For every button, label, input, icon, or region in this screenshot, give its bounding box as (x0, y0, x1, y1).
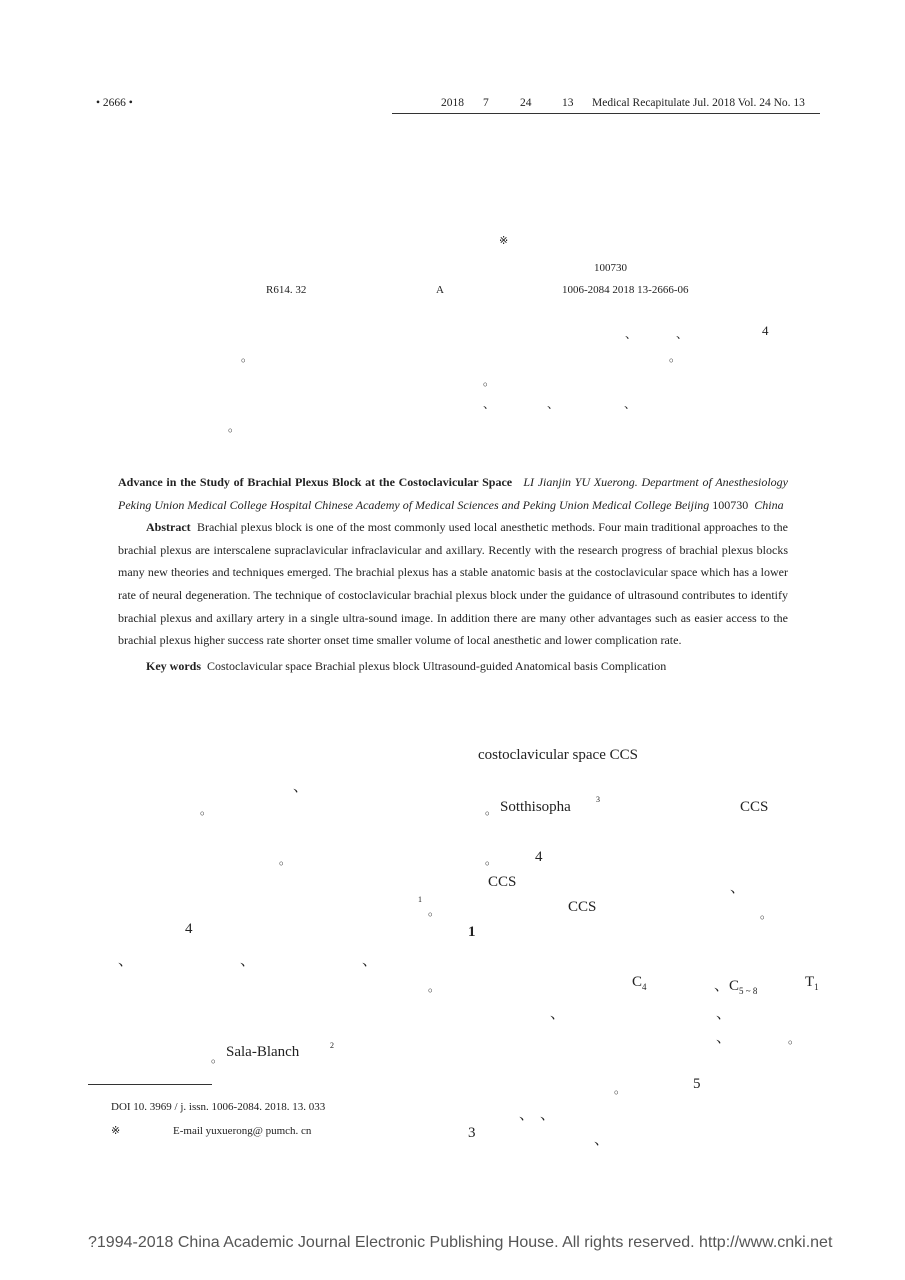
body-mark: 。 (200, 803, 213, 817)
body-number: 5 (693, 1076, 701, 1092)
cn-abstract-mark: 。 (483, 374, 496, 388)
english-title: Advance in the Study of Brachial Plexus Block at the Costoclavicular Space (118, 475, 513, 489)
footnote-asterisk: ※ (111, 1125, 121, 1137)
nerve-root-c4: $C_4$ (632, 974, 647, 992)
body-mark: 、 (716, 1030, 732, 1046)
english-abstract (118, 471, 788, 677)
article-id: 1006-2084 2018 13-2666-06 (562, 284, 689, 296)
header-issue: 13 (562, 97, 574, 109)
header-month: 7 (483, 97, 489, 109)
body-mark: 、 (550, 1006, 566, 1022)
abstract-text: Brachial plexus block is one of the most commonly used local anesthetic methods. Four main traditional approaches to the brachial plexus are interscalene supraclavicular infraclavicular and axillary. Recently with the research progress of brachial plexus blocks many new theories and techniques emerged. The brachial plexus has a stable anatomic basis at the costoclavicular space which has a lower rate of neural degeneration. The technique of costoclavicular brachial plexus block under the guidance of ultrasound contributes to identify brachial plexus and axillary artery in a single ultra-sound image. In addition there are many other advantages such as easier access to the brachial plexus higher success rate shorter onset time smaller volume of local anesthetic and lower complication rate. (118, 520, 789, 648)
body-number: 4 (535, 849, 543, 865)
abstract-label: Abstract (146, 520, 191, 535)
author-affiliation: LI Jianjin YU Xuerong. Department of Anesthesiology Peking Union Medical College Hospital Chinese Academy of Medical Sciences and Peking Union Medical College Beijing (118, 475, 788, 512)
cited-author-sala-blanch: Sala-Blanch (226, 1044, 300, 1060)
body-mark: 。 (211, 1051, 224, 1065)
english-title-block (118, 471, 788, 516)
term-costoclavicular-space: costoclavicular space CCS (478, 747, 638, 763)
cn-abstract-mark: 。 (241, 350, 254, 364)
body-mark: 。 (614, 1082, 627, 1096)
cn-abstract-mark: 4 (762, 323, 769, 338)
reference-3: 3 (596, 795, 600, 804)
cn-abstract-mark: 、 (624, 397, 637, 411)
body-mark: 。 (788, 1032, 801, 1046)
body-mark: 。 (279, 853, 292, 867)
body-mark: 。 (485, 853, 498, 867)
keywords-paragraph (118, 655, 788, 678)
body-mark: 、 (519, 1107, 535, 1123)
footnote-rule (88, 1084, 212, 1085)
doi: DOI 10. 3969 / j. issn. 1006-2084. 2018. 13. 033 (111, 1101, 326, 1113)
body-mark: 、 (293, 779, 309, 795)
cn-abstract-mark: 。 (669, 350, 682, 364)
body-number: 3 (468, 1125, 476, 1141)
abbr-ccs: CCS (488, 874, 517, 890)
cited-author-sotthisopha: Sotthisopha (500, 799, 571, 815)
body-mark: 、 (540, 1107, 556, 1123)
cn-abstract-mark: 、 (547, 397, 560, 411)
country: China (754, 497, 784, 512)
body-mark: 。 (428, 904, 441, 918)
cn-abstract-mark: 、 (676, 327, 689, 341)
journal-name: Medical Recapitulate Jul. 2018 Vol. 24 No. 13 (592, 97, 805, 109)
cn-abstract-mark: 、 (625, 327, 638, 341)
reference-2: 2 (330, 1041, 334, 1050)
corresponding-email: E-mail yuxuerong@ pumch. cn (173, 1125, 312, 1137)
section-heading-1: 1 (468, 924, 476, 940)
cn-abstract-mark: 、 (483, 397, 496, 411)
nerve-root-c5-8: 、$C_{5 \sim 8}$ (714, 978, 758, 996)
body-mark: 、 (716, 1006, 732, 1022)
body-mark: 、 (594, 1132, 610, 1148)
body-mark: 、 (362, 953, 378, 969)
body-number: 4 (185, 921, 193, 937)
abbr-ccs: CCS (568, 899, 597, 915)
page-number: • 2666 • (96, 97, 133, 109)
body-mark: 、 (730, 880, 746, 896)
cn-abstract-mark: 。 (228, 420, 241, 434)
abbr-ccs: CCS (740, 799, 769, 815)
affiliation-postcode-en: 100730 (712, 497, 749, 512)
body-mark: 。 (760, 907, 773, 921)
reference-1: 1 (418, 895, 422, 904)
body-mark: 、 (118, 953, 134, 969)
body-mark: 、 (240, 953, 256, 969)
body-mark: 。 (428, 980, 441, 994)
abstract-paragraph (118, 516, 788, 652)
keywords-label: Key words (146, 658, 201, 673)
nerve-root-t1: $T_1$ (805, 974, 819, 992)
keywords-text: Costoclavicular space Brachial plexus block Ultrasound-guided Anatomical basis Complication (207, 658, 667, 673)
author-asterisk: ※ (499, 235, 509, 247)
header-year: 2018 (441, 97, 464, 109)
header-volume: 24 (520, 97, 532, 109)
copyright-notice: ?1994-2018 China Academic Journal Electronic Publishing House. All rights reserved. http://www.cnki.net (88, 1234, 833, 1251)
body-mark: 。 (485, 803, 498, 817)
clc-number: R614. 32 (266, 284, 307, 296)
header-rule (392, 113, 820, 114)
document-code: A (436, 284, 444, 296)
affiliation-postcode: 100730 (594, 262, 627, 274)
